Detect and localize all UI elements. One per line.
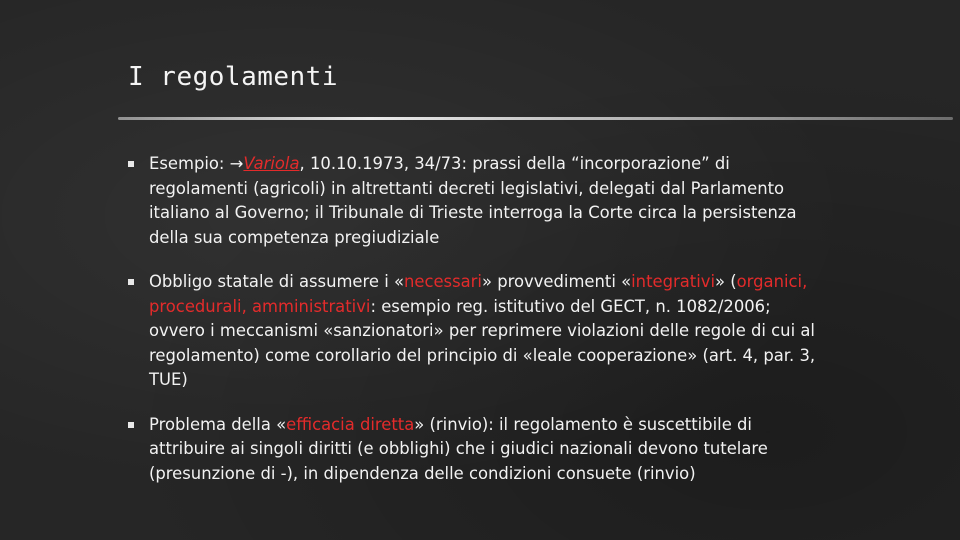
highlight-efficacia-diretta: efficacia diretta (286, 414, 415, 434)
square-bullet-icon (128, 161, 134, 167)
bullet-item (128, 152, 828, 250)
title-divider (118, 117, 953, 120)
bullet-list (128, 152, 828, 506)
bullet-item (128, 270, 828, 393)
slide-title: I regolamenti (128, 62, 338, 92)
highlight-necessari: necessari (403, 272, 482, 291)
bullet-text-part: Problema della « (149, 414, 287, 434)
highlight-integrativi: integrativi (631, 272, 715, 291)
bullet-text-part: : esempio reg. istitutivo del GECT, n. 1082/2006; ovvero i meccanismi «sanzionatori» per reprimere violazioni delle regole di cui al regolamento) come corollario del principio di «leale cooperazione» (art. 4, par. 3, TUE) (149, 296, 816, 389)
bullet-text-part: , 10.10.1973, 34/73: prassi della “incorporazione” di regolamenti (agricoli) in altrettanti decreti legislativi, delegati dal Parlamento italiano al Governo; il Tribunale di Trieste interroga la Corte circa la persistenza della sua competenza pregiudiziale (149, 154, 797, 247)
bullet-text-part: » (rinvio): il regolamento è suscettibile di attribuire ai singoli diritti (e obblighi) che i giudici nazionali devono tutelare (presunzione di -), in dipendenza delle condizioni consuete (rinvio) (149, 414, 768, 483)
bullet-text-part: » ( (715, 272, 737, 291)
bullet-item (128, 413, 828, 487)
case-link-variola[interactable]: Variola (243, 154, 300, 173)
bullet-text-part: Obbligo statale di assumere i « (149, 272, 404, 291)
square-bullet-icon (128, 422, 134, 428)
bullet-text-part: » provvedimenti « (481, 272, 632, 291)
highlight-organici: organici, procedurali, amministrativi (149, 272, 808, 316)
bullet-text-part: Esempio: → (149, 154, 244, 173)
square-bullet-icon (128, 279, 134, 285)
